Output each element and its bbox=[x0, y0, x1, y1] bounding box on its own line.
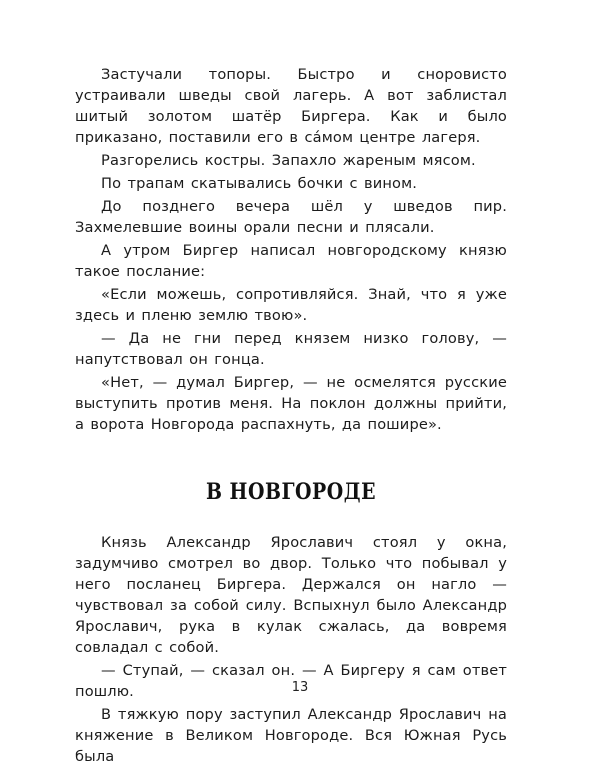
paragraph-10: — Ступай, — сказал он. — А Биргеру я сам ответ пошлю. bbox=[75, 662, 507, 700]
paragraph-7: — Да не гни перед князем низко голову, — напутствовал он гонца. bbox=[75, 330, 507, 368]
page-number: 13 bbox=[291, 680, 309, 695]
paragraph-8: «Нет, — думал Биргер, — не осмелятся русские выступить против меня. На поклон должны прийти, а ворота Новгорода распахнуть, да пошире». bbox=[75, 374, 507, 433]
paragraph-11: В тяжкую пору заступил Александр Ярославич на княжение в Великом Новгороде. Вся Южная Русь была bbox=[75, 706, 507, 765]
paragraph-3: По трапам скатывались бочки с вином. bbox=[101, 175, 418, 192]
paragraph-9: Князь Александр Ярославич стоял у окна, задумчиво смотрел во двор. Только что побывал у него посланец Биргера. Держался он нагло — чувствовал за собой силу. Вспыхнул было Александр Ярославич, рука в кулак сжалась, да вовремя совладал с собой. bbox=[75, 534, 507, 656]
paragraph-2: Разгорелись костры. Запахло жареным мясом. bbox=[101, 152, 476, 169]
section-heading: В НОВГОРОДЕ bbox=[205, 479, 377, 505]
page-body bbox=[75, 64, 507, 767]
paragraph-4: До позднего вечера шёл у шведов пир. Захмелевшие воины орали песни и плясали. bbox=[75, 198, 507, 236]
paragraph-5: А утром Биргер написал новгородскому князю такое послание: bbox=[75, 242, 507, 280]
paragraph-1: Застучали топоры. Быстро и сноровисто устраивали шведы свой лагерь. А вот заблистал шитый золотом шатёр Биргера. Как и было приказано, поставили его в са́мом центре лагеря. bbox=[75, 66, 507, 146]
paragraph-6: «Если можешь, сопротивляйся. Знай, что я уже здесь и пленю землю твою». bbox=[75, 286, 507, 324]
